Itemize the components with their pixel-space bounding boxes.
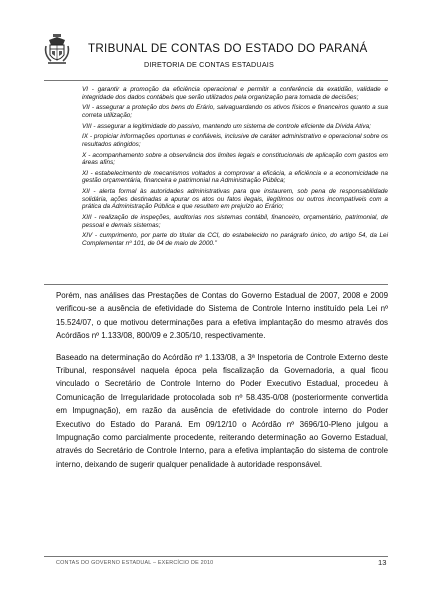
quote-item: XII - alerta formal às autoridades administrativas para que instaurem, sob pena de responsabilidade solidária, ações destinadas a apurar os atos ou fatos ilegais, ilegítimos ou outros incompatíveis com a prática da Administração Pública e que resultem em prejuízo ao Erário; — [82, 188, 388, 211]
quote-item: VII - assegurar a proteção dos bens do Erário, salvaguardando os ativos físicos e financeiros quanto a sua correta utilização; — [82, 104, 388, 119]
quote-item: VIII - assegurar a legitimidade do passivo, mantendo um sistema de controle eficiente da Dívida Ativa; — [82, 122, 371, 130]
quote-item: IX - propiciar informações oportunas e confiáveis, inclusive de caráter administrativo e operacional sobre os resultados atingidos; — [82, 133, 388, 148]
page-title: TRIBUNAL DE CONTAS DO ESTADO DO PARANÁ — [88, 42, 368, 55]
body-text — [56, 289, 388, 479]
quote-item: VI - garantir a promoção da eficiência operacional e permitir a conferência da exatidão, validade e integridade dos dados contábeis que serão utilizados pela organização para tomada de decisões; — [82, 86, 388, 101]
body-paragraph: Baseado na determinação do Acórdão nº 1.133/08, a 3ª Inspetoria de Controle Externo deste Tribunal, responsável naquela época pela fiscalização da Governadoria, a qual ficou vinculado o Secretário de Controle Interno do Poder Executivo Estadual, procedeu à Comunicação de Irregularidade protocolada sob nº 58.435-0/08 (posteriormente convertida em Impugnação), em razão da ausência de efetividade do controle interno do Poder Executivo do Estado do Paraná. Em 09/12/10 o Acórdão nº 3696/10-Pleno julgou a Impugnação como parcialmente procedente, reiterando determinação ao Governo Estadual, através do Secretário de Controle Interno, para a efetiva implantação do sistema de controle interno, deixando de sugerir qualquer penalidade à autoridade responsável. — [56, 352, 388, 469]
quote-item: XI - estabelecimento de mecanismos voltados a comprovar a eficácia, a eficiência e a economicidade na gestão orçamentária, financeira e patrimonial na Administração Pública; — [82, 169, 388, 185]
body-paragraph: Porém, nas análises das Prestações de Contas do Governo Estadual de 2007, 2008 e 2009 verificou-se a ausência de efetividade do Sistema de Controle Interno instituído pela Lei nº 15.524/07, o que motivou determinações para a efetiva implantação do mesmo através dos Acórdãos nº 1.133/08, 800/09 e 2.305/10, respectivamente. — [56, 291, 388, 341]
page-header — [44, 33, 388, 73]
quote-item: XIII - realização de inspeções, auditorias nos sistemas contábil, financeiro, orçamentário, patrimonial, de pessoal e demais sistemas; — [82, 213, 388, 229]
footer-label: CONTAS DO GOVERNO ESTADUAL – EXERCÍCIO DE 2010 — [56, 560, 214, 566]
page-subtitle: DIRETORIA DE CONTAS ESTADUAIS — [144, 60, 275, 69]
legal-quote-block — [82, 86, 388, 251]
page-number: 13 — [378, 558, 387, 567]
quote-item: X - acompanhamento sobre a observância dos limites legais e constitucionais de aplicação com gastos em áreas afins; — [82, 151, 388, 167]
parana-coat-of-arms-icon — [44, 33, 70, 67]
header-divider — [44, 80, 388, 81]
quote-divider — [44, 284, 388, 285]
footer-divider — [44, 556, 388, 557]
quote-item: XIV - cumprimento, por parte do titular da CCI, do estabelecido no parágrafo único, do artigo 54, da Lei Complementar nº 101, de 04 de maio de 2000.” — [82, 232, 388, 247]
